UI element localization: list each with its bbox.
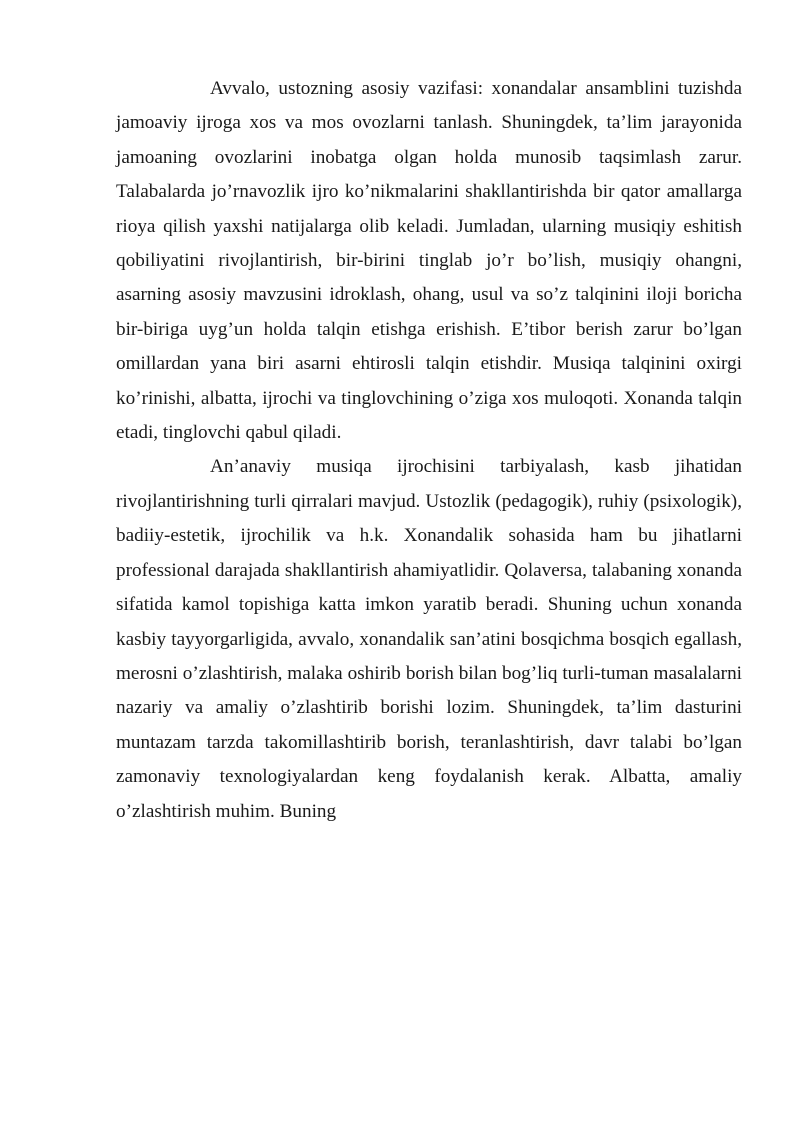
- paragraph-1: Avvalo, ustozning asosiy vazifasi: xonandalar ansamblini tuzishda jamoaviy ijroga xos va mos ovozlarni tanlash. Shuningdek, ta’lim jarayonida jamoaning ovozlarini inobatga olgan holda munosib taqsimlash zarur. Talabalarda jo’rnavozlik ijro ko’nikmalarini shakllantirishda bir qator amallarga rioya qilish yaxshi natijalarga olib keladi. Jumladan, ularning musiqiy eshitish qobiliyatini rivojlantirish, bir-birini tinglab jo’r bo’lish, musiqiy ohangni, asarning asosiy mavzusini idroklash, ohang, usul va so’z talqinini iloji boricha bir-biriga uyg’un holda talqin etishga erishish. E’tibor berish zarur bo’lgan omillardan yana biri asarni ehtirosli talqin etishdir. Musiqa talqinini oxirgi ko’rinishi, albatta, ijrochi va tinglovchining o’ziga xos muloqoti. Xonanda talqin etadi, tinglovchi qabul qiladi.: [116, 78, 742, 444]
- document-page: [116, 72, 742, 829]
- paragraph-2: An’anaviy musiqa ijrochisini tarbiyalash, kasb jihatidan rivojlantirishning turli qirralari mavjud. Ustozlik (pedagogik), ruhiy (psixologik), badiiy-estetik, ijrochilik va h.k. Xonandalik sohasida ham bu jihatlarni professional darajada shakllantirish ahamiyatlidir. Qolaversa, talabaning xonanda sifatida kamol topishiga katta imkon yaratib beradi. Shuning uchun xonanda kasbiy tayyorgarligida, avvalo, xonandalik san’atini bosqichma bosqich egallash, merosni o’zlashtirish, malaka oshirib borish bilan bog’liq turli-tuman masalalarni nazariy va amaliy o’zlashtirib borishi lozim. Shuningdek, ta’lim dasturini muntazam tarzda takomillashtirib borish, teranlashtirish, davr talabi bo’lgan zamonaviy texnologiyalardan keng foydalanish kerak. Albatta, amaliy o’zlashtirish muhim. Buning: [116, 456, 742, 822]
